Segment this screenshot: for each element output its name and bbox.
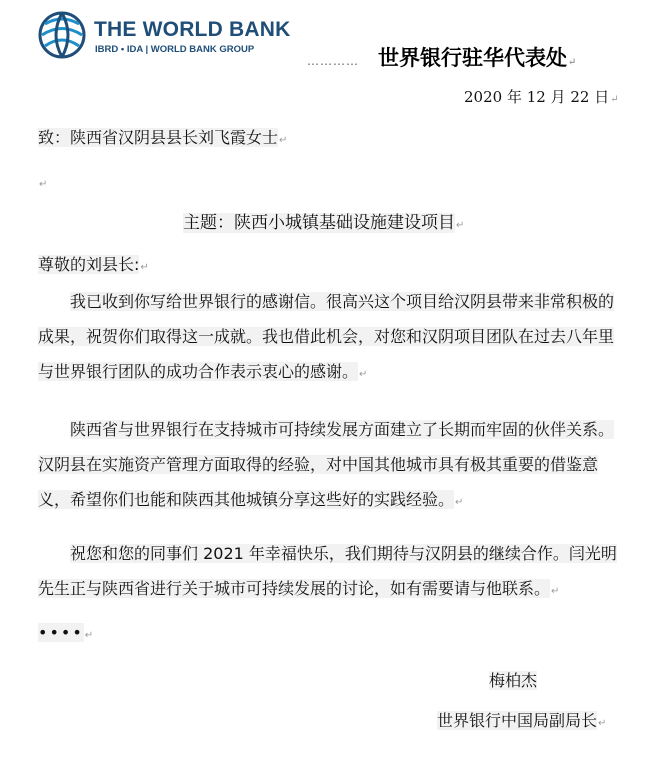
body-paragraph-2: 陕西省与世界银行在支持城市可持续发展方面建立了长期而牢固的伙伴关系。汉阴县在实施资产管理方面取得的经验，对中国其他城市具有极其重要的借鉴意义，希望你们也能和陕西其他城镇分享这些好的实践经验。↵ [38,420,615,509]
recipient: 致：陕西省汉阴县县长刘飞霞女士↵ [38,128,288,147]
office-name: 世界银行驻华代表处↵ [378,45,577,70]
world-bank-logo [36,10,316,60]
paragraph-mark-icon: ↵ [39,179,48,190]
body-paragraph-3: 祝您和您的同事们 2021 年幸福快乐，我们期待与汉阴县的继续合作。闫光明先生正与陕西省进行关于城市可持续发展的讨论，如有需要请与他联系。↵ [38,544,617,598]
body-paragraph-1: 我已收到你写给世界银行的感谢信。很高兴这个项目给汉阴县带来非常积极的成果，祝贺你们取得这一成就。我也借此机会，对您和汉阴项目团队在过去八年里与世界银行团队的成功合作表示衷心的感谢。↵ [38,292,615,381]
signatory-title: 世界银行中国局副局长↵ [437,711,607,730]
letter-date: 2020 年 12 月 22 日↵ [464,88,619,106]
paragraph-mark-icon: ↵ [456,220,465,231]
paragraph-mark-icon: ↵ [598,718,607,729]
paragraph-mark-icon: ↵ [359,369,368,380]
paragraph-mark-icon: ↵ [551,586,560,597]
paragraph-mark-icon: ↵ [455,497,464,508]
paragraph-mark-icon: ↵ [610,94,619,105]
paragraph-mark-icon: ↵ [568,57,577,68]
ellipsis: ••••↵ [38,623,96,642]
letter-subject: 主题：陕西小城镇基础设施建设项目↵ [183,213,465,233]
salutation: 尊敬的刘县长:↵ [38,255,149,274]
signatory-name: 梅柏杰 [489,671,538,690]
logo-subtitle: IBRD • IDA | WORLD BANK GROUP [95,44,255,55]
paragraph-mark-icon: ↵ [84,630,96,641]
world-bank-globe-icon [36,10,88,60]
blank-line [38,172,47,191]
paragraph-mark-icon: ↵ [140,262,149,273]
leader-dots: ………… [307,54,359,68]
logo-title: THE WORLD BANK [94,18,291,41]
paragraph-mark-icon: ↵ [279,135,288,146]
